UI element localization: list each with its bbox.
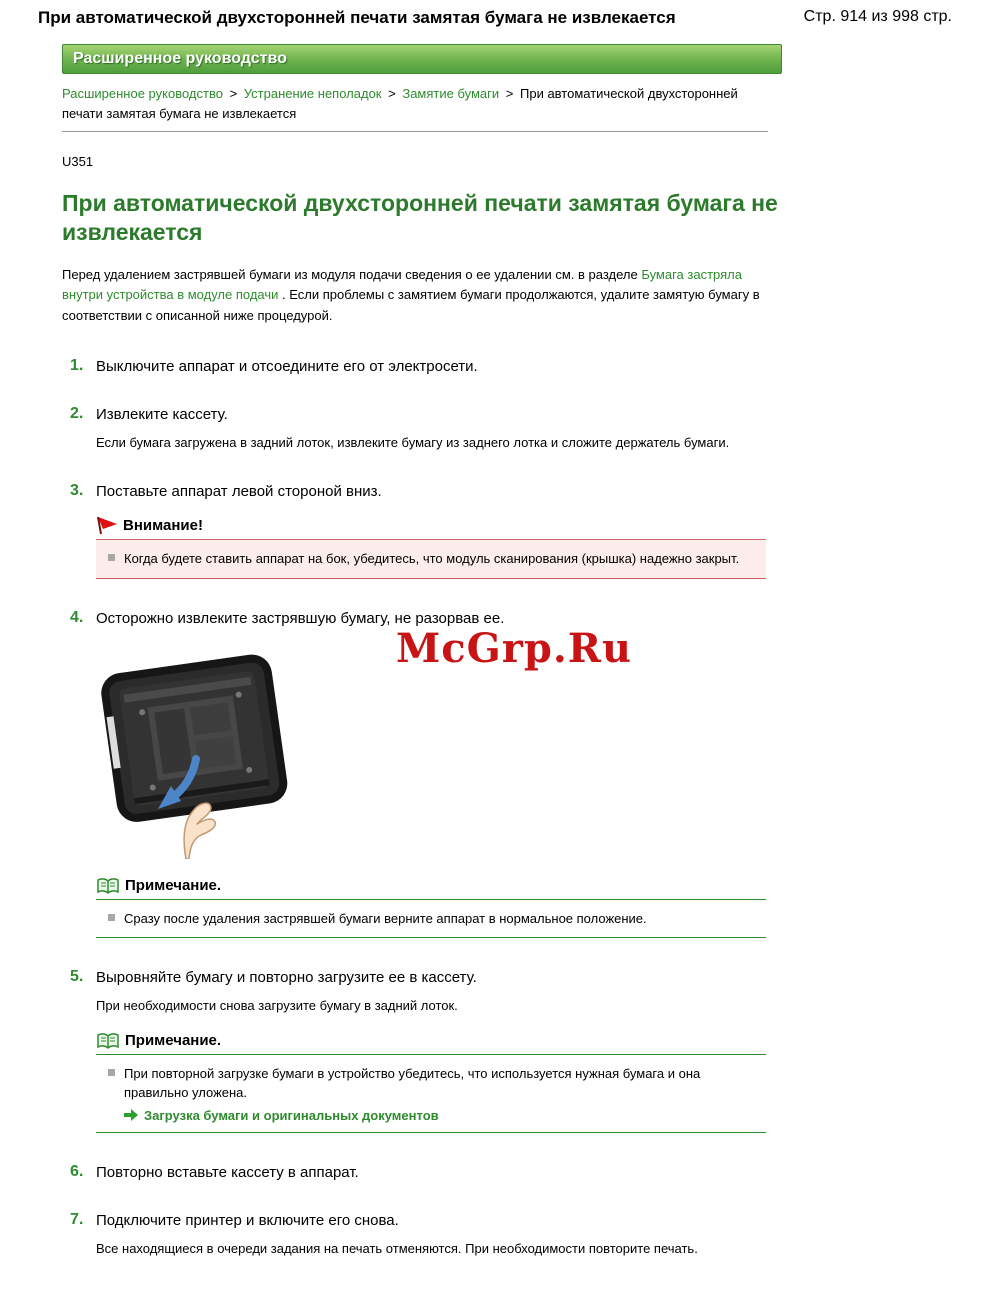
list-item <box>106 1064 756 1103</box>
list-item <box>106 549 756 569</box>
intro-text: . Если проблемы с замятием бумаги продолжаются, удалите замятую бумагу в соответствии с описанной ниже процедурой. <box>62 287 760 324</box>
step-title: Осторожно извлеките застрявшую бумагу, не разорвав ее. <box>96 609 505 627</box>
banner-title: Расширенное руководство <box>73 50 287 67</box>
step-number: 3. <box>70 482 84 500</box>
loading-paper-link[interactable]: Загрузка бумаги и оригинальных документов <box>144 1107 439 1123</box>
note-box-1 <box>96 877 766 939</box>
guide-banner <box>62 44 782 74</box>
step-number: 5. <box>70 968 84 986</box>
paper-jam-inside-link[interactable]: Бумага застряла внутри устройства в модуле подачи <box>62 266 742 303</box>
article-code: U351 <box>62 154 94 169</box>
step-title: Поставьте аппарат левой стороной вниз. <box>96 483 382 501</box>
note-title: Примечание. <box>125 877 222 895</box>
note-title: Примечание. <box>125 1032 222 1050</box>
printer-illustration <box>96 641 296 859</box>
note-book-icon <box>96 1032 120 1050</box>
bullet-square-icon <box>108 1069 115 1076</box>
watermark: McGrp.Ru <box>396 624 633 672</box>
page-title: При автоматической двухсторонней печати замятая бумага не извлекается <box>62 190 778 245</box>
step-title: Выключите аппарат и отсоедините его от электросети. <box>96 357 478 375</box>
step-number: 4. <box>70 608 84 626</box>
note-link-row <box>124 1108 756 1123</box>
note-body <box>96 1054 766 1133</box>
page-header <box>0 0 1000 32</box>
note-title-row <box>96 1032 766 1050</box>
header-title: При автоматической двухсторонней печати замятая бумага не извлекается <box>38 8 676 27</box>
step-number: 1. <box>70 356 84 374</box>
step-number: 6. <box>70 1162 84 1180</box>
page-number: Стр. 914 из 998 стр. <box>803 8 952 25</box>
step-number: 2. <box>70 404 84 422</box>
step-5 <box>62 968 782 986</box>
breadcrumb-separator: > <box>505 86 514 101</box>
intro-text: Перед удалением застрявшей бумаги из модуля подачи сведения о ее удалении см. в разделе <box>62 266 638 282</box>
link-arrow-icon <box>124 1109 138 1121</box>
note-title-row <box>96 877 766 895</box>
step-title: Выровняйте бумагу и повторно загрузите ее в кассету. <box>96 969 477 987</box>
breadcrumb-link-troubleshooting[interactable]: Устранение неполадок <box>243 86 382 101</box>
note-book-icon <box>96 877 120 895</box>
step-6 <box>62 1163 782 1181</box>
important-title-row <box>96 516 766 535</box>
important-title: Внимание! <box>123 517 203 535</box>
note-text: При повторной загрузке бумаги в устройство убедитесь, что используется нужная бумага и она правильно уложена. <box>124 1065 701 1101</box>
note-box-2 <box>96 1032 766 1133</box>
note-body <box>96 899 766 939</box>
important-body <box>96 539 766 579</box>
step-note: Если бумага загружена в задний лоток, извлеките бумагу из заднего лотка и сложите держатель бумаги. <box>96 434 730 450</box>
step-title: Подключите принтер и включите его снова. <box>96 1211 399 1229</box>
warning-flag-icon <box>96 516 118 535</box>
step-number: 7. <box>70 1210 84 1228</box>
step-title: Повторно вставьте кассету в аппарат. <box>96 1163 359 1181</box>
step-2 <box>62 405 782 423</box>
breadcrumb-link-advanced-guide[interactable]: Расширенное руководство <box>62 86 223 101</box>
step-note: При необходимости снова загрузите бумагу в задний лоток. <box>96 998 458 1014</box>
breadcrumb-separator: > <box>229 86 238 101</box>
note-text: Сразу после удаления застрявшей бумаги верните аппарат в нормальное положение. <box>124 910 647 926</box>
figure <box>96 624 782 861</box>
step-3 <box>62 482 782 500</box>
step-7 <box>62 1211 782 1229</box>
step-1 <box>62 357 782 375</box>
bullet-square-icon <box>108 914 115 921</box>
breadcrumb <box>62 84 768 123</box>
list-item <box>106 909 756 929</box>
step-note: Все находящиеся в очереди задания на печать отменяются. При необходимости повторите печать. <box>96 1240 698 1256</box>
intro-paragraph <box>62 265 782 327</box>
breadcrumb-link-paper-jams[interactable]: Замятие бумаги <box>402 86 500 101</box>
breadcrumb-separator: > <box>388 86 396 101</box>
page-content <box>62 44 782 1298</box>
important-box <box>96 516 766 579</box>
bullet-square-icon <box>108 554 115 561</box>
divider <box>62 131 768 132</box>
breadcrumb-current: При автоматической двухсторонней печати замятая бумага не извлекается <box>62 86 738 121</box>
step-title: Извлеките кассету. <box>96 405 228 423</box>
important-text: Когда будете ставить аппарат на бок, убедитесь, что модуль сканирования (крышка) надежно закрыт. <box>124 551 740 567</box>
